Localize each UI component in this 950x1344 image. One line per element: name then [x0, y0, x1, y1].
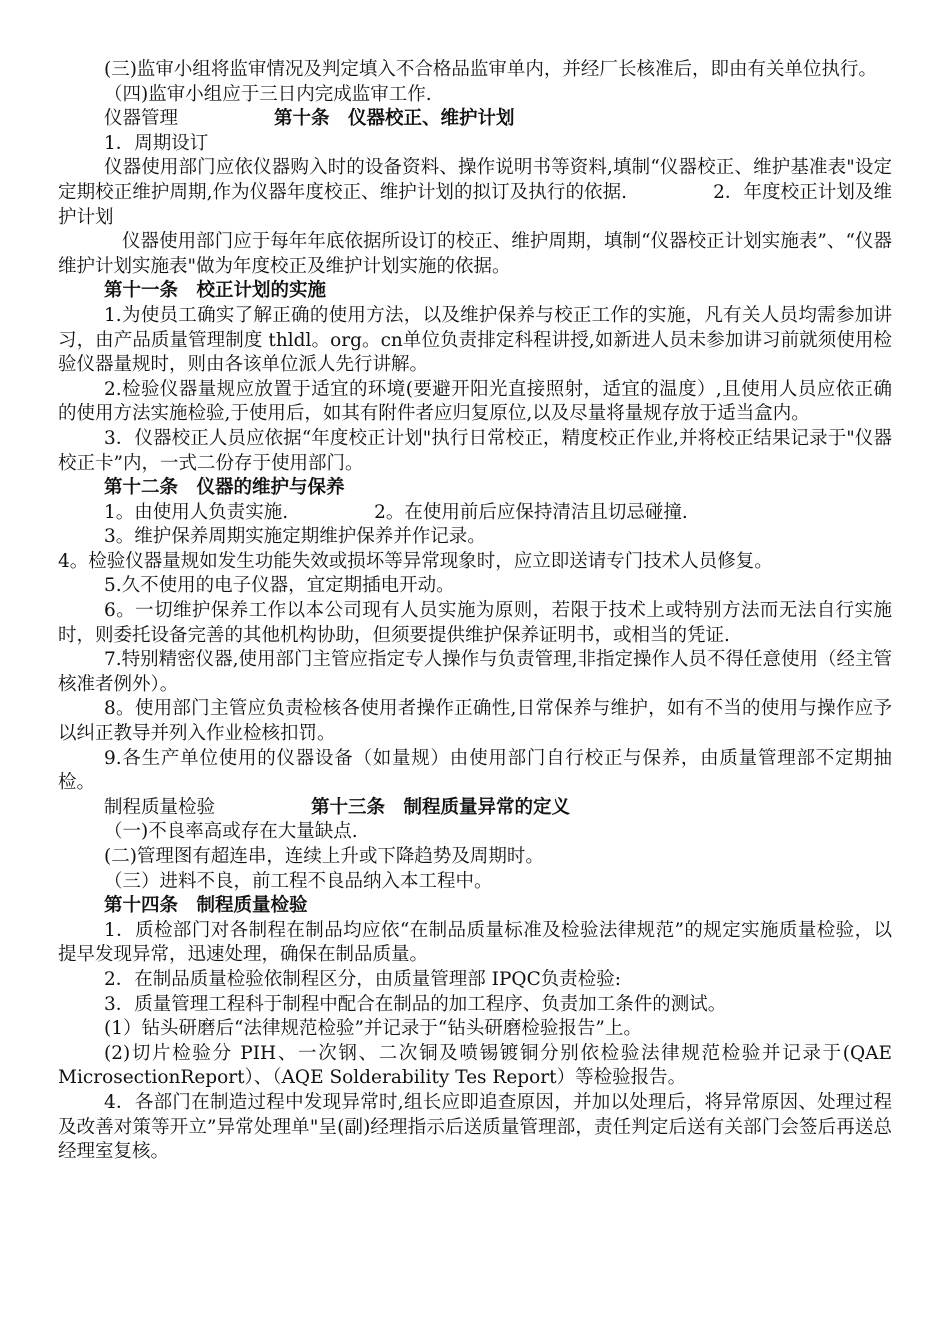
paragraph-abnormal-handling — [58, 1091, 892, 1165]
paragraph-period-setting — [58, 132, 892, 157]
paragraph-storage — [58, 378, 892, 427]
paragraph-maintenance-cycle — [58, 525, 892, 550]
article-12-title — [58, 476, 892, 501]
heading-text: 第十一条 校正计划的实施 — [104, 280, 327, 302]
paragraph-drill-grinding — [58, 1017, 892, 1042]
paragraph-incoming-material — [58, 870, 892, 895]
paragraph-repair — [58, 550, 892, 575]
text-line: 3．质量管理工程科于制程中配合在制品的加工程序、负责加工条件的测试。 — [104, 993, 727, 1015]
text-line: (2)切片检验分 PIH、一次钢、二次铜及喷锡镀铜分别依检验法律规范检验并记录于(QAE MicrosectionReport）、（AQE Solderability Tes Report）等检验报告。 — [58, 1042, 892, 1089]
paragraph-maintenance-items — [58, 501, 892, 526]
text-line: 4．各部门在制造过程中发现异常时,组长应即追查原因，并加以处理后，将异常原因、处理过程及改善对策等开立”异常处理单"呈(副)经理指示后送质量管理部，责任判定后送有关部门会签后再送总经理室复核。 — [58, 1091, 892, 1163]
paragraph-supervision-approval — [58, 58, 892, 83]
text-line: 仪器使用部门应于每年年底依据所设订的校正、维护周期，填制“仪器校正计划实施表”、“仪器维护计划实施表"做为年度校正及维护计划实施的依据。 — [58, 231, 892, 277]
sub-heading-annual-plan: 2．年度校正计划及维护计划 — [58, 181, 892, 228]
text-line: 3．仪器校正人员应依据“年度校正计划"执行日常校正，精度校正作业,并将校正结果记录于"仪器校正卡”内，一式二份存于使用部门。 — [58, 427, 892, 474]
section-label: 制程质量检验 — [104, 796, 216, 818]
text-line: 2。在使用前后应保持清洁且切忌碰撞. — [374, 501, 688, 523]
text-line: 1．周期设订 — [104, 132, 209, 154]
text-line: 4。检验仪器量规如发生功能失效或损坏等异常现象时，应立即送请专门技术人员修复。 — [58, 550, 773, 572]
article-14-title — [58, 894, 892, 919]
paragraph-microsection — [58, 1042, 892, 1091]
paragraph-power-on — [58, 574, 892, 599]
paragraph-supervision-deadline — [58, 83, 892, 108]
text-line: 1.为使员工确实了解正确的使用方法，以及维护保养与校正工作的实施，凡有关人员均需参加讲习，由产品质量管理制度 thldl。org。cn单位负责排定科程讲授,如新进人员未参加讲习前就须使用检验仪器量规时，则由各该单位派人先行讲解。 — [58, 304, 892, 376]
paragraph-process-testing — [58, 993, 892, 1018]
paragraph-calibration-record — [58, 427, 892, 476]
text-line: 1．质检部门对各制程在制品均应依“在制品质量标准及检验法律规范”的规定实施质量检验，以提早发现异常，迅速处理，确保在制品质量。 — [58, 919, 892, 966]
text-line: 5.久不使用的电子仪器，宜定期插电开动。 — [104, 575, 455, 597]
section-label: 仪器管理 — [104, 108, 179, 130]
paragraph-wip-inspection — [58, 919, 892, 968]
paragraph-supervisor-check — [58, 697, 892, 746]
text-line: （一)不良率高或存在大量缺点. — [104, 821, 358, 843]
text-line: (三)监审小组将监审情况及判定填入不合格品监审单内，并经厂长核准后，即由有关单位执行。 — [104, 59, 877, 80]
section-heading-instrument-management — [58, 107, 892, 132]
text-line: 仪器使用部门应依仪器购入时的设备资料、操作说明书等资料,填制“仪器校正、维护基准表"设定定期校正维护周期,作为仪器年度校正、维护计划的拟订及执行的依据. — [58, 157, 892, 203]
text-line: 9.各生产单位使用的仪器设备（如量规）由使用部门自行校正与保养，由质量管理部不定期抽检。 — [58, 747, 892, 794]
text-line: 7.特别精密仪器,使用部门主管应指定专人操作与负责管理,非指定操作人员不得任意使用（经主管核准者例外）。 — [58, 649, 892, 695]
paragraph-defect-rate — [58, 820, 892, 845]
heading-text: 第十二条 仪器的维护与保养 — [104, 477, 345, 499]
text-line: 1。由使用人负责实施. — [104, 501, 289, 523]
section-heading-process-quality — [58, 796, 892, 821]
text-line: 8。使用部门主管应负责检核各使用者操作正确性,日常保养与维护，如有不当的使用与操作应予以纠正教导并列入作业检核扣罚。 — [58, 698, 892, 745]
article-11-title — [58, 279, 892, 304]
article-13-title: 第十三条 制程质量异常的定义 — [311, 796, 571, 818]
text-line: (二)管理图有超连串，连续上升或下降趋势及周期时。 — [104, 846, 544, 867]
article-10-title: 第十条 仪器校正、维护计划 — [274, 108, 515, 130]
paragraph-precision-instruments — [58, 648, 892, 697]
paragraph-training — [58, 304, 892, 378]
text-line: （三）进料不良，前工程不良品纳入本工程中。 — [104, 870, 493, 892]
document-page — [58, 58, 892, 1165]
paragraph-annual-plan — [58, 230, 892, 279]
text-line: (1）钻头研磨后“法律规范检验”并记录于“钻头研磨检验报告”上。 — [104, 1018, 642, 1040]
text-line: 6。一切维护保养工作以本公司现有人员实施为原则，若限于技术上或特别方法而无法自行实施时，则委托设备完善的其他机构协助，但须要提供维护保养证明书，或相当的凭证. — [58, 600, 892, 646]
heading-text: 第十四条 制程质量检验 — [104, 895, 308, 917]
text-line: 2．在制品质量检验依制程区分，由质量管理部 IPQC负责检验: — [104, 968, 621, 990]
paragraph-ipqc — [58, 968, 892, 993]
text-line: 3。维护保养周期实施定期维护保养并作记录。 — [104, 526, 486, 548]
paragraph-control-chart — [58, 845, 892, 870]
paragraph-calibration-baseline — [58, 156, 892, 230]
paragraph-spot-check — [58, 747, 892, 796]
paragraph-outsourcing — [58, 599, 892, 648]
text-line: 2.检验仪器量规应放置于适宜的环境(要避开阳光直接照射，适宜的温度）,且使用人员应依正确的使用方法实施检验,于使用后，如其有附件者应归复原位,以及尽量将量规存放于适当盒内。 — [58, 378, 892, 425]
text-line: （四)监审小组应于三日内完成监审工作. — [104, 83, 432, 105]
